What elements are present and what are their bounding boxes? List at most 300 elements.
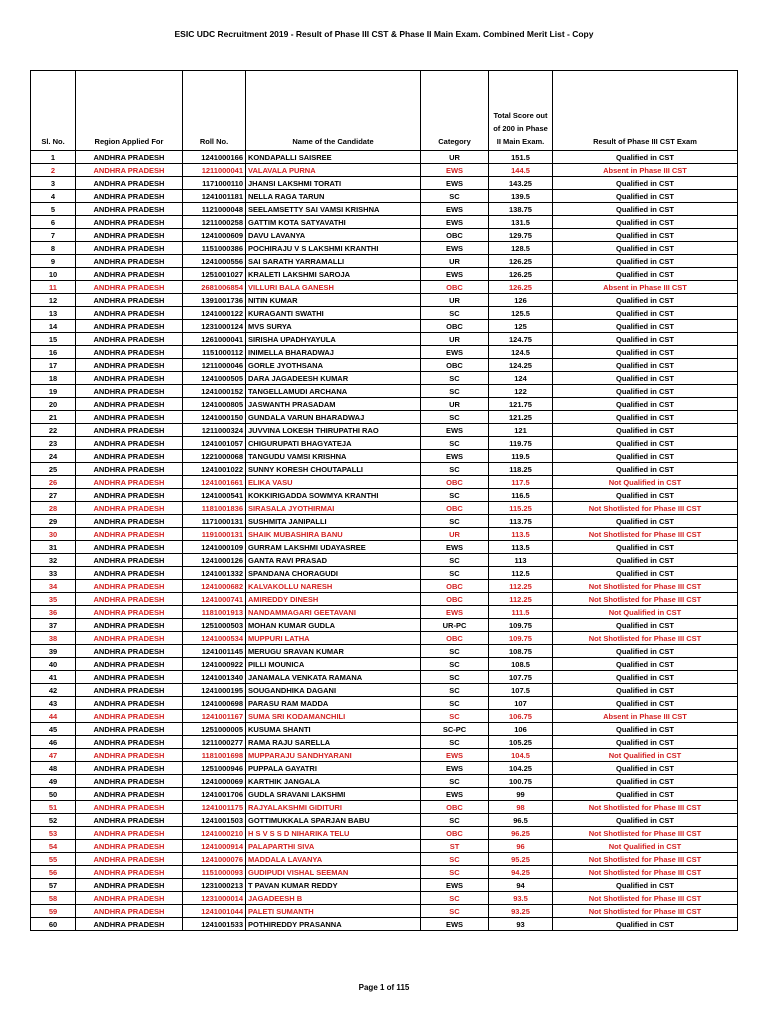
cell-region: ANDHRA PRADESH — [76, 255, 183, 268]
cell-candidate-name: PALAPARTHI SIVA — [246, 840, 421, 853]
cell-roll-no: 1211000046 — [183, 359, 246, 372]
cell-region: ANDHRA PRADESH — [76, 710, 183, 723]
cell-sl-no: 37 — [31, 619, 76, 632]
table-row — [31, 619, 738, 632]
cell-sl-no: 28 — [31, 502, 76, 515]
table-row — [31, 255, 738, 268]
cell-score: 109.75 — [489, 632, 553, 645]
table-row — [31, 801, 738, 814]
cell-region: ANDHRA PRADESH — [76, 229, 183, 242]
cell-candidate-name: H S V S S D NIHARIKA TELU — [246, 827, 421, 840]
cell-score: 117.5 — [489, 476, 553, 489]
cell-candidate-name: KARTHIK JANGALA — [246, 775, 421, 788]
cell-candidate-name: SUSHMITA JANIPALLI — [246, 515, 421, 528]
cell-category: EWS — [421, 424, 489, 437]
cell-score: 126.25 — [489, 255, 553, 268]
cell-region: ANDHRA PRADESH — [76, 450, 183, 463]
cell-candidate-name: TANGUDU VAMSI KRISHNA — [246, 450, 421, 463]
table-row — [31, 762, 738, 775]
cell-sl-no: 23 — [31, 437, 76, 450]
cell-candidate-name: SEELAMSETTY SAI VAMSI KRISHNA — [246, 203, 421, 216]
table-row — [31, 723, 738, 736]
cell-candidate-name: SIRASALA JYOTHIRMAI — [246, 502, 421, 515]
cell-roll-no: 1241001175 — [183, 801, 246, 814]
cell-roll-no: 1231000124 — [183, 320, 246, 333]
cell-region: ANDHRA PRADESH — [76, 333, 183, 346]
cell-candidate-name: PUPPALA GAYATRI — [246, 762, 421, 775]
cell-region: ANDHRA PRADESH — [76, 489, 183, 502]
cell-category: SC — [421, 814, 489, 827]
cell-category: SC — [421, 489, 489, 502]
cell-candidate-name: MUPPURI LATHA — [246, 632, 421, 645]
cell-sl-no: 8 — [31, 242, 76, 255]
table-row — [31, 359, 738, 372]
cell-roll-no: 1241001167 — [183, 710, 246, 723]
cell-roll-no: 1151000386 — [183, 242, 246, 255]
cell-roll-no: 1151000112 — [183, 346, 246, 359]
cell-roll-no: 1241000922 — [183, 658, 246, 671]
cell-sl-no: 55 — [31, 853, 76, 866]
cell-candidate-name: SOUGANDHIKA DAGANI — [246, 684, 421, 697]
cell-result: Qualified in CST — [553, 398, 738, 411]
cell-region: ANDHRA PRADESH — [76, 437, 183, 450]
cell-score: 115.25 — [489, 502, 553, 515]
cell-sl-no: 42 — [31, 684, 76, 697]
cell-result: Not Shotlisted for Phase III CST — [553, 801, 738, 814]
cell-score: 126.25 — [489, 268, 553, 281]
cell-sl-no: 1 — [31, 151, 76, 164]
cell-sl-no: 47 — [31, 749, 76, 762]
cell-region: ANDHRA PRADESH — [76, 151, 183, 164]
cell-result: Not Qualified in CST — [553, 476, 738, 489]
cell-category: SC — [421, 892, 489, 905]
table-row — [31, 710, 738, 723]
cell-result: Qualified in CST — [553, 658, 738, 671]
cell-score: 124 — [489, 372, 553, 385]
cell-candidate-name: DAVU LAVANYA — [246, 229, 421, 242]
table-row — [31, 736, 738, 749]
cell-region: ANDHRA PRADESH — [76, 424, 183, 437]
cell-candidate-name: JANAMALA VENKATA RAMANA — [246, 671, 421, 684]
table-row — [31, 528, 738, 541]
cell-score: 93 — [489, 918, 553, 931]
cell-category: OBC — [421, 476, 489, 489]
cell-score: 107.75 — [489, 671, 553, 684]
cell-region: ANDHRA PRADESH — [76, 411, 183, 424]
cell-category: ST — [421, 840, 489, 853]
table-row — [31, 242, 738, 255]
table-row — [31, 814, 738, 827]
cell-region: ANDHRA PRADESH — [76, 515, 183, 528]
table-row — [31, 567, 738, 580]
cell-score: 100.75 — [489, 775, 553, 788]
cell-region: ANDHRA PRADESH — [76, 307, 183, 320]
cell-region: ANDHRA PRADESH — [76, 853, 183, 866]
cell-category: EWS — [421, 918, 489, 931]
cell-candidate-name: POTHIREDDY PRASANNA — [246, 918, 421, 931]
cell-candidate-name: DARA JAGADEESH KUMAR — [246, 372, 421, 385]
cell-result: Not Shotlisted for Phase III CST — [553, 502, 738, 515]
cell-roll-no: 1241000210 — [183, 827, 246, 840]
cell-category: EWS — [421, 879, 489, 892]
cell-region: ANDHRA PRADESH — [76, 645, 183, 658]
cell-region: ANDHRA PRADESH — [76, 190, 183, 203]
cell-category: EWS — [421, 749, 489, 762]
cell-category: UR — [421, 398, 489, 411]
page-number: Page 1 of 115 — [358, 983, 410, 992]
cell-score: 131.5 — [489, 216, 553, 229]
cell-score: 105.25 — [489, 736, 553, 749]
cell-candidate-name: SAI SARATH YARRAMALLI — [246, 255, 421, 268]
cell-result: Not Shotlisted for Phase III CST — [553, 892, 738, 905]
cell-score: 151.5 — [489, 151, 553, 164]
cell-result: Qualified in CST — [553, 619, 738, 632]
cell-category: UR — [421, 255, 489, 268]
cell-score: 98 — [489, 801, 553, 814]
cell-score: 95.25 — [489, 853, 553, 866]
cell-roll-no: 1241000069 — [183, 775, 246, 788]
cell-score: 109.75 — [489, 619, 553, 632]
cell-category: EWS — [421, 164, 489, 177]
cell-sl-no: 2 — [31, 164, 76, 177]
cell-candidate-name: VALAVALA PURNA — [246, 164, 421, 177]
cell-result: Qualified in CST — [553, 463, 738, 476]
cell-category: EWS — [421, 788, 489, 801]
table-row — [31, 164, 738, 177]
cell-sl-no: 3 — [31, 177, 76, 190]
cell-category: SC — [421, 437, 489, 450]
cell-sl-no: 12 — [31, 294, 76, 307]
cell-roll-no: 1241000195 — [183, 684, 246, 697]
cell-region: ANDHRA PRADESH — [76, 762, 183, 775]
cell-result: Qualified in CST — [553, 346, 738, 359]
cell-category: EWS — [421, 762, 489, 775]
cell-sl-no: 38 — [31, 632, 76, 645]
cell-category: SC — [421, 515, 489, 528]
cell-candidate-name: NANDAMMAGARI GEETAVANI — [246, 606, 421, 619]
table-row — [31, 281, 738, 294]
cell-sl-no: 52 — [31, 814, 76, 827]
table-row — [31, 593, 738, 606]
cell-sl-no: 5 — [31, 203, 76, 216]
cell-result: Not Shotlisted for Phase III CST — [553, 593, 738, 606]
table-row — [31, 333, 738, 346]
cell-result: Qualified in CST — [553, 684, 738, 697]
cell-sl-no: 20 — [31, 398, 76, 411]
cell-candidate-name: SUNNY KORESH CHOUTAPALLI — [246, 463, 421, 476]
cell-score: 106 — [489, 723, 553, 736]
cell-candidate-name: MOHAN KUMAR GUDLA — [246, 619, 421, 632]
cell-result: Qualified in CST — [553, 203, 738, 216]
cell-score: 124.5 — [489, 346, 553, 359]
cell-category: OBC — [421, 502, 489, 515]
cell-candidate-name: JAGADEESH B — [246, 892, 421, 905]
cell-roll-no: 1241001332 — [183, 567, 246, 580]
cell-category: SC — [421, 307, 489, 320]
table-row — [31, 346, 738, 359]
cell-roll-no: 1241001661 — [183, 476, 246, 489]
cell-roll-no: 1241001022 — [183, 463, 246, 476]
cell-candidate-name: KALVAKOLLU NARESH — [246, 580, 421, 593]
cell-result: Qualified in CST — [553, 216, 738, 229]
cell-region: ANDHRA PRADESH — [76, 905, 183, 918]
cell-sl-no: 18 — [31, 372, 76, 385]
cell-region: ANDHRA PRADESH — [76, 385, 183, 398]
cell-sl-no: 17 — [31, 359, 76, 372]
table-row — [31, 216, 738, 229]
cell-category: UR — [421, 151, 489, 164]
cell-region: ANDHRA PRADESH — [76, 801, 183, 814]
cell-score: 104.5 — [489, 749, 553, 762]
cell-sl-no: 46 — [31, 736, 76, 749]
cell-score: 121 — [489, 424, 553, 437]
cell-roll-no: 1241001706 — [183, 788, 246, 801]
cell-sl-no: 50 — [31, 788, 76, 801]
cell-score: 112.5 — [489, 567, 553, 580]
cell-result: Absent in Phase III CST — [553, 710, 738, 723]
cell-score: 94 — [489, 879, 553, 892]
cell-category: SC — [421, 385, 489, 398]
cell-category: SC — [421, 658, 489, 671]
table-row — [31, 437, 738, 450]
cell-category: OBC — [421, 580, 489, 593]
cell-category: EWS — [421, 606, 489, 619]
cell-result: Absent in Phase III CST — [553, 281, 738, 294]
cell-result: Not Shotlisted for Phase III CST — [553, 632, 738, 645]
cell-result: Not Shotlisted for Phase III CST — [553, 827, 738, 840]
cell-region: ANDHRA PRADESH — [76, 580, 183, 593]
cell-roll-no: 1241001340 — [183, 671, 246, 684]
cell-category: EWS — [421, 268, 489, 281]
header-total-score: Total Score out of 200 in Phase II Main Exam. — [489, 71, 553, 151]
cell-sl-no: 7 — [31, 229, 76, 242]
cell-result: Qualified in CST — [553, 411, 738, 424]
cell-candidate-name: PILLI MOUNICA — [246, 658, 421, 671]
cell-region: ANDHRA PRADESH — [76, 879, 183, 892]
cell-sl-no: 26 — [31, 476, 76, 489]
cell-roll-no: 1241000914 — [183, 840, 246, 853]
cell-category: EWS — [421, 216, 489, 229]
cell-sl-no: 13 — [31, 307, 76, 320]
table-row — [31, 697, 738, 710]
cell-category: EWS — [421, 203, 489, 216]
cell-region: ANDHRA PRADESH — [76, 892, 183, 905]
cell-sl-no: 14 — [31, 320, 76, 333]
table-row — [31, 463, 738, 476]
table-row — [31, 827, 738, 840]
cell-roll-no: 1241001057 — [183, 437, 246, 450]
cell-category: OBC — [421, 320, 489, 333]
cell-score: 96.25 — [489, 827, 553, 840]
cell-result: Qualified in CST — [553, 762, 738, 775]
cell-region: ANDHRA PRADESH — [76, 866, 183, 879]
cell-sl-no: 27 — [31, 489, 76, 502]
table-row — [31, 905, 738, 918]
cell-roll-no: 1241000805 — [183, 398, 246, 411]
cell-score: 124.75 — [489, 333, 553, 346]
cell-region: ANDHRA PRADESH — [76, 749, 183, 762]
cell-result: Qualified in CST — [553, 229, 738, 242]
cell-candidate-name: GATTIM KOTA SATYAVATHI — [246, 216, 421, 229]
cell-sl-no: 32 — [31, 554, 76, 567]
cell-roll-no: 1211000041 — [183, 164, 246, 177]
cell-sl-no: 54 — [31, 840, 76, 853]
cell-roll-no: 1241000698 — [183, 697, 246, 710]
cell-score: 112.25 — [489, 580, 553, 593]
cell-category: EWS — [421, 541, 489, 554]
cell-category: SC — [421, 736, 489, 749]
cell-roll-no: 1211000277 — [183, 736, 246, 749]
cell-category: EWS — [421, 450, 489, 463]
cell-result: Qualified in CST — [553, 385, 738, 398]
table-row — [31, 788, 738, 801]
cell-result: Qualified in CST — [553, 151, 738, 164]
cell-category: SC-PC — [421, 723, 489, 736]
table-row — [31, 372, 738, 385]
table-header — [31, 71, 738, 151]
table-row — [31, 489, 738, 502]
cell-category: SC — [421, 463, 489, 476]
cell-sl-no: 57 — [31, 879, 76, 892]
cell-category: SC — [421, 190, 489, 203]
cell-sl-no: 31 — [31, 541, 76, 554]
cell-candidate-name: GANTA RAVI PRASAD — [246, 554, 421, 567]
cell-candidate-name: GUNDALA VARUN BHARADWAJ — [246, 411, 421, 424]
table-row — [31, 177, 738, 190]
cell-sl-no: 40 — [31, 658, 76, 671]
cell-roll-no: 1191000131 — [183, 528, 246, 541]
cell-score: 93.5 — [489, 892, 553, 905]
document-title: ESIC UDC Recruitment 2019 - Result of Phase III CST & Phase II Main Exam. Combined Merit List - Copy — [174, 29, 594, 39]
cell-result: Qualified in CST — [553, 541, 738, 554]
table-row — [31, 918, 738, 931]
cell-category: OBC — [421, 229, 489, 242]
header-candidate-name: Name of the Candidate — [246, 71, 421, 151]
cell-category: OBC — [421, 593, 489, 606]
cell-sl-no: 15 — [31, 333, 76, 346]
cell-result: Qualified in CST — [553, 567, 738, 580]
cell-candidate-name: JHANSI LAKSHMI TORATI — [246, 177, 421, 190]
cell-score: 108.75 — [489, 645, 553, 658]
cell-category: SC — [421, 866, 489, 879]
cell-category: SC — [421, 775, 489, 788]
cell-category: EWS — [421, 242, 489, 255]
cell-roll-no: 1241000076 — [183, 853, 246, 866]
cell-result: Qualified in CST — [553, 424, 738, 437]
cell-region: ANDHRA PRADESH — [76, 463, 183, 476]
header-roll-no: Roll No. — [183, 71, 246, 151]
cell-region: ANDHRA PRADESH — [76, 671, 183, 684]
cell-category: SC — [421, 671, 489, 684]
table-row — [31, 580, 738, 593]
cell-sl-no: 43 — [31, 697, 76, 710]
cell-region: ANDHRA PRADESH — [76, 619, 183, 632]
cell-result: Qualified in CST — [553, 294, 738, 307]
cell-roll-no: 1251000005 — [183, 723, 246, 736]
cell-region: ANDHRA PRADESH — [76, 242, 183, 255]
cell-roll-no: 1181001913 — [183, 606, 246, 619]
cell-roll-no: 1151000093 — [183, 866, 246, 879]
cell-candidate-name: MUPPARAJU SANDHYARANI — [246, 749, 421, 762]
cell-result: Not Shotlisted for Phase III CST — [553, 528, 738, 541]
cell-region: ANDHRA PRADESH — [76, 736, 183, 749]
cell-region: ANDHRA PRADESH — [76, 164, 183, 177]
table-row — [31, 853, 738, 866]
cell-category: OBC — [421, 359, 489, 372]
cell-region: ANDHRA PRADESH — [76, 359, 183, 372]
cell-roll-no: 1241000741 — [183, 593, 246, 606]
cell-result: Qualified in CST — [553, 879, 738, 892]
cell-score: 121.75 — [489, 398, 553, 411]
cell-score: 119.75 — [489, 437, 553, 450]
cell-roll-no: 1241000126 — [183, 554, 246, 567]
cell-roll-no: 1241000682 — [183, 580, 246, 593]
cell-region: ANDHRA PRADESH — [76, 788, 183, 801]
cell-candidate-name: SHAIK MUBASHIRA BANU — [246, 528, 421, 541]
cell-candidate-name: TANGELLAMUDI ARCHANA — [246, 385, 421, 398]
cell-candidate-name: AMIREDDY DINESH — [246, 593, 421, 606]
cell-candidate-name: T PAVAN KUMAR REDDY — [246, 879, 421, 892]
cell-candidate-name: NELLA RAGA TARUN — [246, 190, 421, 203]
cell-region: ANDHRA PRADESH — [76, 476, 183, 489]
cell-category: SC — [421, 372, 489, 385]
table-row — [31, 190, 738, 203]
cell-sl-no: 24 — [31, 450, 76, 463]
cell-roll-no: 2681006854 — [183, 281, 246, 294]
table-row — [31, 450, 738, 463]
cell-region: ANDHRA PRADESH — [76, 320, 183, 333]
cell-sl-no: 41 — [31, 671, 76, 684]
cell-candidate-name: GUDIPUDI VISHAL SEEMAN — [246, 866, 421, 879]
cell-result: Absent in Phase III CST — [553, 164, 738, 177]
cell-roll-no: 1231000014 — [183, 892, 246, 905]
cell-score: 104.25 — [489, 762, 553, 775]
cell-candidate-name: SPANDANA CHORAGUDI — [246, 567, 421, 580]
cell-region: ANDHRA PRADESH — [76, 840, 183, 853]
cell-score: 96.5 — [489, 814, 553, 827]
table-row — [31, 866, 738, 879]
cell-roll-no: 1241000534 — [183, 632, 246, 645]
cell-result: Qualified in CST — [553, 307, 738, 320]
cell-roll-no: 1241000122 — [183, 307, 246, 320]
cell-candidate-name: MVS SURYA — [246, 320, 421, 333]
cell-result: Qualified in CST — [553, 645, 738, 658]
cell-roll-no: 1241001533 — [183, 918, 246, 931]
cell-score: 119.5 — [489, 450, 553, 463]
cell-roll-no: 1241001181 — [183, 190, 246, 203]
cell-roll-no: 1251000503 — [183, 619, 246, 632]
cell-category: SC — [421, 710, 489, 723]
cell-roll-no: 1171000110 — [183, 177, 246, 190]
cell-result: Not Shotlisted for Phase III CST — [553, 905, 738, 918]
cell-sl-no: 48 — [31, 762, 76, 775]
cell-score: 144.5 — [489, 164, 553, 177]
table-row — [31, 476, 738, 489]
table-row — [31, 398, 738, 411]
cell-category: SC — [421, 645, 489, 658]
cell-roll-no: 1241001503 — [183, 814, 246, 827]
cell-result: Qualified in CST — [553, 723, 738, 736]
cell-candidate-name: CHIGURUPATI BHAGYATEJA — [246, 437, 421, 450]
cell-score: 113.75 — [489, 515, 553, 528]
cell-score: 112.25 — [489, 593, 553, 606]
cell-score: 113.5 — [489, 528, 553, 541]
cell-result: Not Shotlisted for Phase III CST — [553, 580, 738, 593]
cell-score: 96 — [489, 840, 553, 853]
cell-score: 106.75 — [489, 710, 553, 723]
table-row — [31, 554, 738, 567]
table-row — [31, 658, 738, 671]
